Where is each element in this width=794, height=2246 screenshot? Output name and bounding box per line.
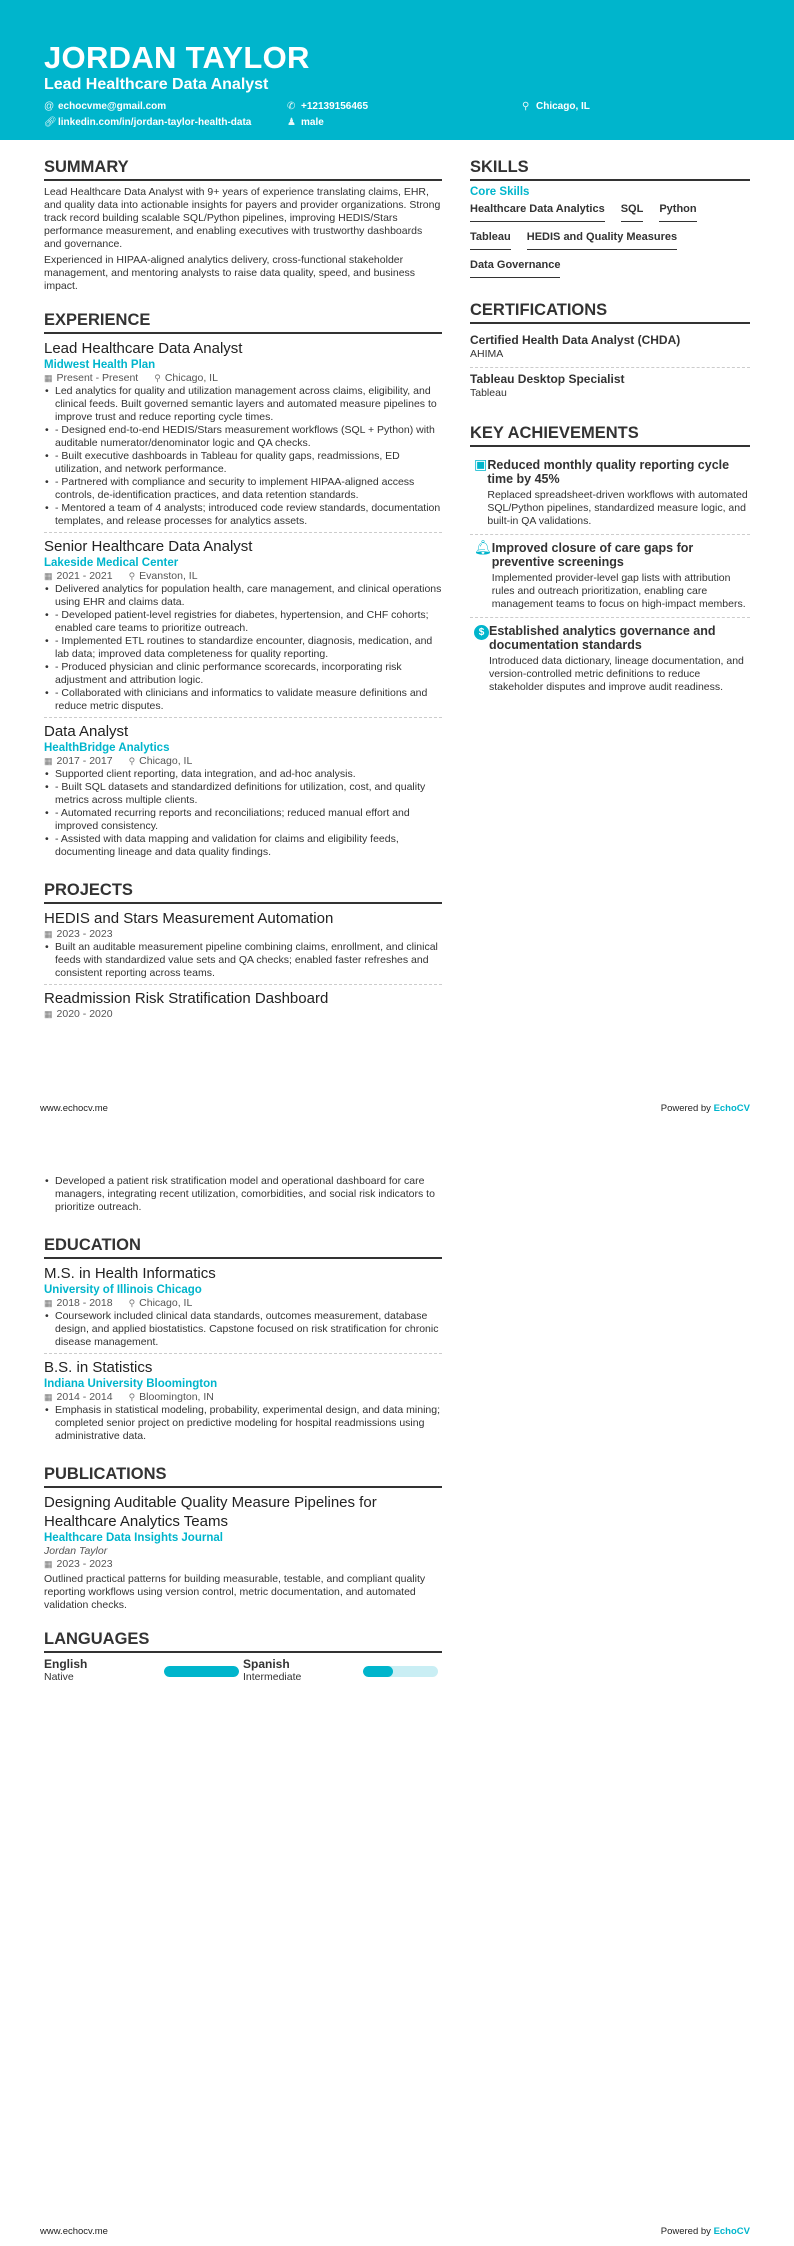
project-entry (44, 909, 442, 985)
calendar-icon: ▦ (44, 1392, 53, 1402)
job-entry (44, 722, 442, 863)
degree-bullet: • Coursework included clinical data standards, outcomes measurement, database design, and applied biostatistics. Capstone focused on risk stratification for chronic disease management. (44, 1310, 442, 1349)
money-icon: ▣ (474, 456, 488, 472)
skill-tag: SQL (621, 199, 644, 222)
certification: Certified Health Data Analyst (CHDA) AHIMA (470, 329, 750, 368)
degree-title: B.S. in Statistics (44, 1359, 153, 1376)
degree-dates: 2018 - 2018 (56, 1297, 113, 1309)
skill-tag: Healthcare Data Analytics (470, 199, 605, 222)
phone-icon: ✆ (287, 101, 296, 112)
calendar-icon: ▦ (44, 571, 53, 581)
language-level: Native (44, 1671, 74, 1683)
project-dates: 2023 - 2023 (56, 928, 113, 940)
projects-section (44, 881, 442, 1025)
job-organization: Lakeside Medical Center (44, 557, 179, 569)
footer-site-link[interactable]: www.echocv.me (40, 1103, 108, 1114)
job-bullet: • - Built executive dashboards in Tableau for quality gaps, readmissions, ED utilization, and network performance. (44, 450, 442, 476)
job-bullet: • - Produced physician and clinic performance scorecards, incorporating risk adjustment and attribution logic. (44, 661, 442, 687)
job-location: Evanston, IL (139, 570, 198, 582)
section-title: PUBLICATIONS (44, 1465, 442, 1488)
person-icon: ♟ (287, 117, 296, 128)
job-entry (44, 339, 442, 533)
project-bullet: • Built an auditable measurement pipeline combining claims, enrollment, and clinical feeds with standardized value sets and QA checks; enabled faster refreshes and consistent reporting across teams. (44, 941, 442, 980)
summary-section (44, 158, 442, 293)
job-bullet: • - Assisted with data mapping and validation for claims and eligibility feeds, documenting lineage and data quality findings. (44, 833, 442, 859)
footer-site-link[interactable]: www.echocv.me (40, 2226, 108, 2237)
achievements-section (470, 424, 750, 700)
achievement: 🔔︎ Improved closure of care gaps for preventive screenings Implemented provider-level gap lists with attribution rules and outreach prioritization, enabling care management teams to focus on high-impact members. (470, 535, 750, 618)
calendar-icon: ▦ (44, 373, 53, 383)
skills-section (470, 158, 750, 283)
education-section (44, 1236, 442, 1447)
job-title: Lead Healthcare Data Analyst (44, 340, 243, 357)
summary-text: Experienced in HIPAA-aligned analytics delivery, cross-functional stakeholder management, and mentoring analysts to raise data quality, speed, and business impact. (44, 254, 416, 292)
job-bullet: • - Automated recurring reports and reconciliations; reduced manual effort and improved consistency. (44, 807, 442, 833)
certifications-section (470, 301, 750, 406)
email[interactable]: @ echocvme@gmail.com (44, 101, 167, 112)
contact-info (44, 100, 750, 129)
skill-tag: Python (659, 199, 696, 222)
project-title: HEDIS and Stars Measurement Automation (44, 910, 334, 927)
skill-tag: HEDIS and Quality Measures (527, 227, 677, 250)
language-proficiency-bar (363, 1666, 438, 1677)
at-icon: @ (44, 101, 55, 112)
degree-dates: 2014 - 2014 (56, 1391, 113, 1403)
section-title: SKILLS (470, 158, 750, 181)
language-level: Intermediate (243, 1671, 302, 1683)
location-pin-icon: ⚲ (128, 571, 136, 581)
job-title: Senior Healthcare Data Analyst (44, 538, 253, 555)
degree-entry (44, 1358, 442, 1447)
location-pin-icon: ⚲ (128, 1298, 136, 1308)
language-proficiency-fill (164, 1666, 239, 1677)
section-title: SUMMARY (44, 158, 442, 181)
job-bullet: • - Implemented ETL routines to standardize encounter, diagnosis, medication, and lab data; improved data completeness for quality reporting. (44, 635, 442, 661)
job-title: Data Analyst (44, 723, 129, 740)
degree-title: M.S. in Health Informatics (44, 1265, 216, 1282)
job-location: Chicago, IL (164, 372, 218, 384)
degree-bullet: • Emphasis in statistical modeling, probability, experimental design, and data mining; completed senior project on predictive modeling for hospital readmissions using administrative data. (44, 1404, 442, 1443)
languages-section (44, 1630, 442, 1684)
calendar-icon: ▦ (44, 1298, 53, 1308)
job-bullet: • Delivered analytics for population health, care management, and clinical operations using EHR and claims data. (44, 583, 442, 609)
publication-author: Jordan Taylor (44, 1545, 108, 1557)
publication-title: Designing Auditable Quality Measure Pipelines for Healthcare Analytics Teams (44, 1494, 377, 1530)
degree-entry (44, 1264, 442, 1354)
section-title: PROJECTS (44, 881, 442, 904)
publications-section: PUBLICATIONS Designing Auditable Quality Measure Pipelines for Healthcare Analytics Teams Healthcare Data Insights Journal Jordan Taylor ▦ 2023 - 2023 Outlined practical patterns for building measurable, testable, and compliant quality reporting workflows using version control, metric documentation, and automated validation checks. (44, 1465, 442, 1612)
publication-venue: Healthcare Data Insights Journal (44, 1532, 223, 1544)
job-location: Chicago, IL (139, 755, 193, 767)
job-organization: HealthBridge Analytics (44, 742, 170, 754)
achievement: $ Established analytics governance and documentation standards Introduced data dictionary, lineage documentation, and version-controlled metric definitions to reduce stakeholder disputes and improve audit readiness. (470, 618, 750, 700)
language-proficiency-bar (164, 1666, 239, 1677)
skill-tag: Tableau (470, 227, 511, 250)
project-dates: 2020 - 2020 (56, 1008, 113, 1020)
bell-icon: 🔔︎ (474, 539, 492, 555)
language-proficiency-fill (363, 1666, 393, 1677)
section-title: EDUCATION (44, 1236, 442, 1259)
job-bullet: • Led analytics for quality and utilization management across claims, eligibility, and clinical feeds. Built governed semantic layers and automated measure pipelines to improve trust and reduce reporting cycle times. (44, 385, 442, 424)
experience-section (44, 311, 442, 863)
location-pin-icon: ⚲ (128, 756, 136, 766)
skill-tag: Data Governance (470, 255, 560, 278)
job-entry (44, 537, 442, 718)
candidate-role: Lead Healthcare Data Analyst (44, 76, 269, 93)
publication-desc: Outlined practical patterns for building measurable, testable, and compliant quality reporting workflows using version control, metric documentation, and automated validation checks. (44, 1573, 426, 1611)
section-title: EXPERIENCE (44, 311, 442, 334)
language-item (243, 1658, 442, 1684)
page-footer (40, 2225, 750, 2238)
degree-location: Bloomington, IN (139, 1391, 214, 1403)
project-entry (44, 989, 442, 1025)
section-title: CERTIFICATIONS (470, 301, 750, 324)
skill-category: Core Skills (470, 186, 530, 198)
job-bullet: • - Collaborated with clinicians and informatics to validate measure definitions and reduce metric disputes. (44, 687, 442, 713)
summary-text: Lead Healthcare Data Analyst with 9+ years of experience translating claims, EHR, and quality data into actionable insights for payers and provider organizations. Strong track record building scalable SQL/Python pipelines, improving HEDIS/Stars performance measurement, and enabling executives with trustworthy dashboards and governance. (44, 186, 441, 250)
header (0, 0, 794, 140)
gender: ♟ male (287, 117, 324, 128)
certification: Tableau Desktop Specialist Tableau (470, 372, 625, 399)
location-pin-icon: ⚲ (522, 101, 530, 112)
page-footer (40, 1102, 750, 1115)
linkedin-link[interactable]: 🔗︎linkedin.com/in/jordan-taylor-health-data (44, 117, 252, 128)
job-bullet: • - Built SQL datasets and standardized definitions for utilization, cost, and quality metrics across multiple clients. (44, 781, 442, 807)
location: ⚲ Chicago, IL (522, 101, 590, 112)
right-column (470, 140, 750, 1029)
calendar-icon: ▦ (44, 929, 53, 939)
job-organization: Midwest Health Plan (44, 359, 156, 371)
calendar-icon: ▦ (44, 756, 53, 766)
job-bullet: • - Mentored a team of 4 analysts; introduced code review standards, documentation templates, and release processes for analytics assets. (44, 502, 442, 528)
candidate-name: JORDAN TAYLOR (44, 40, 310, 75)
language-name: Spanish (243, 1657, 290, 1671)
achievement: ▣ Reduced monthly quality reporting cycle time by 45% Replaced spreadsheet-driven workflows with automated SQL/Python pipelines, standardized measure logic, and built-in QA validations. (470, 452, 750, 535)
calendar-icon: ▦ (44, 1559, 53, 1569)
powered-by: Powered by EchoCV (660, 2226, 750, 2237)
job-dates: 2017 - 2017 (56, 755, 113, 767)
powered-by: Powered by EchoCV (660, 1103, 750, 1114)
left-column (44, 140, 442, 1029)
degree-organization: Indiana University Bloomington (44, 1378, 218, 1390)
job-bullet: • - Developed patient-level registries for diabetes, hypertension, and CHF cohorts; enabled care teams to prioritize outreach. (44, 609, 442, 635)
job-bullet: • - Designed end-to-end HEDIS/Stars measurement workflows (SQL + Python) with auditable numerator/denominator logic and QA checks. (44, 424, 442, 450)
language-name: English (44, 1657, 88, 1671)
degree-location: Chicago, IL (139, 1297, 193, 1309)
page-2 (0, 1123, 794, 2246)
project-title: Readmission Risk Stratification Dashboard (44, 990, 329, 1007)
job-bullet: • - Partnered with compliance and security to implement HIPAA-aligned access controls, de-identification practices, and data retention standards. (44, 476, 442, 502)
phone[interactable]: ✆ +12139156465 (287, 101, 369, 112)
job-dates: Present - Present (56, 372, 139, 384)
location-pin-icon: ⚲ (154, 373, 161, 383)
section-title: LANGUAGES (44, 1630, 442, 1653)
dollar-icon: $ (470, 624, 489, 694)
project-bullet: • Developed a patient risk stratification model and operational dashboard for care managers, integrating recent utilization, comorbidities, and social risk indicators to prioritize outreach. (44, 1175, 442, 1214)
job-dates: 2021 - 2021 (56, 570, 113, 582)
language-item (44, 1658, 243, 1684)
link-icon: 🔗︎ (44, 117, 57, 128)
degree-organization: University of Illinois Chicago (44, 1284, 202, 1296)
job-bullet: • Supported client reporting, data integration, and ad-hoc analysis. (44, 768, 442, 781)
location-pin-icon: ⚲ (128, 1392, 136, 1402)
calendar-icon: ▦ (44, 1009, 53, 1019)
section-title: KEY ACHIEVEMENTS (470, 424, 750, 447)
